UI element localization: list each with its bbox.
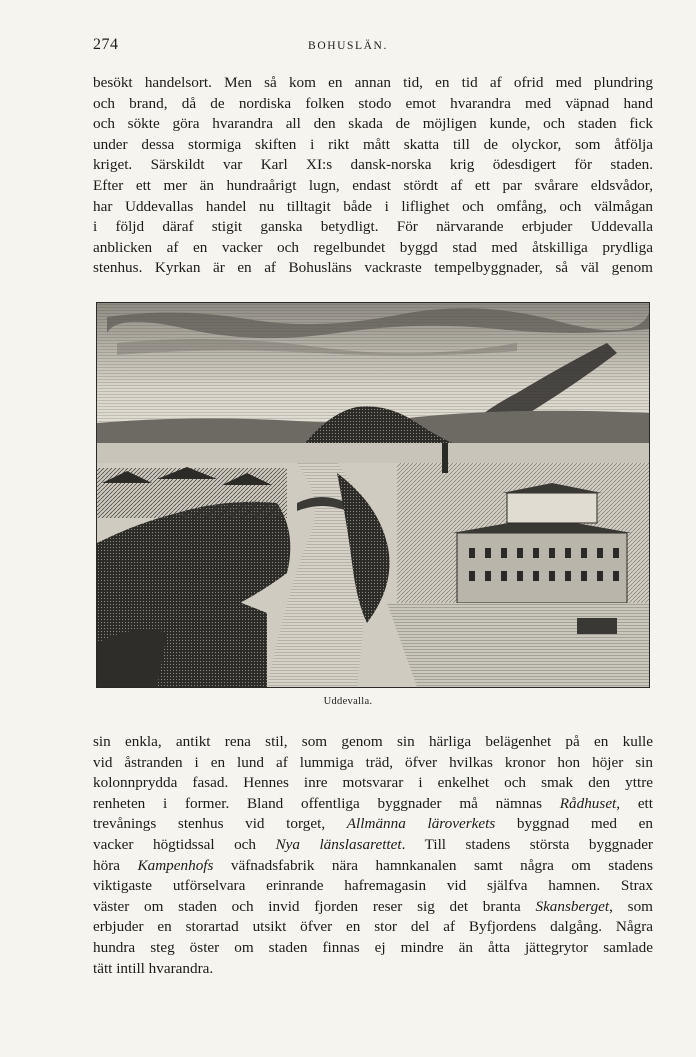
top-paragraph <box>93 73 653 279</box>
text-line: tätt intill hvarandra. <box>93 959 214 977</box>
text-run: , ett <box>616 794 653 812</box>
text-run: renheten i former. Bland offentliga byggnader må nämnas <box>93 794 560 812</box>
text-line: stenhus. Kyrkan är en af Bohusläns vackraste tempelbyggnader, så väl genom <box>93 259 653 277</box>
text-line <box>93 794 653 815</box>
text-line: viktigaste utförselvara erinrande hafremagasin vid själfva hamnen. Strax <box>93 877 653 895</box>
text-line: under dessa stormiga skiften i rikt mått skatta till de olyckor, som åtfölja <box>93 135 653 153</box>
text-line: besökt handelsort. Men så kom en annan tid, en tid af ofrid med plundring <box>93 74 653 91</box>
text-run: . Till stadens största byggnader <box>401 835 653 853</box>
text-run: väster om staden och invid fjorden reser sig det branta <box>93 897 536 915</box>
text-line: kriget. Särskildt var Karl XI:s dansk-norska krig ödesdigert för staden. <box>93 156 653 174</box>
skansberget-name: Skansberget <box>535 897 610 915</box>
figure-caption: Uddevalla. <box>323 696 373 707</box>
uddevalla-engraving <box>96 302 650 688</box>
text-run: , som <box>609 897 653 915</box>
text-run: höra <box>93 856 138 874</box>
text-run: byggnad med en <box>495 815 653 833</box>
page-number: 274 <box>93 36 119 53</box>
text-line: anblicken af en vacker och regelbundet byggd stad med åtskilliga prydliga <box>93 238 653 256</box>
text-line: har Uddevallas handel nu tilltagit både i liflighet och omfång, och välmågan <box>93 197 653 215</box>
text-run: trevånings stenhus vid torget, <box>93 815 347 833</box>
text-line: och sökte göra hvarandra all den skada de möjligen kunde, och staden fick <box>93 115 653 133</box>
text-line: kolonnprydda fasad. Hennes inre motsvarar i enkelhet och smak den yttre <box>93 774 653 792</box>
bottom-paragraph <box>93 732 653 979</box>
laroverket-name: Allmänna läroverkets <box>346 815 496 833</box>
text-line: erbjuder en storartad utsikt öfver en stor del af Byfjordens dalgång. Några <box>93 918 653 936</box>
text-line: vid åstranden i en lund af lummiga träd, öfver hvilkas kronor hon höjer sin <box>93 753 653 771</box>
radhuset-name: Rådhuset <box>559 794 617 812</box>
text-line <box>93 856 653 877</box>
lanslasarettet-name: Nya länslasarettet <box>275 835 402 853</box>
engraving-illustration <box>97 303 649 687</box>
text-line: hundra steg öster om staden finnas ej mindre än åtta jättegrytor samlade <box>93 938 653 956</box>
text-line <box>93 835 653 856</box>
text-line <box>93 897 653 918</box>
running-head: BOHUSLÄN. <box>308 40 388 52</box>
text-run: väfnadsfabrik nära hamnkanalen samt några om stadens <box>213 856 653 874</box>
text-run: vacker högtidssal och <box>93 835 276 853</box>
text-line: sin enkla, antikt rena stil, som genom sin härliga belägenhet på en kulle <box>93 733 653 750</box>
text-line <box>93 814 653 835</box>
kampenhof-name: Kampenhofs <box>137 856 214 874</box>
text-line: i följd däraf stigit ganska betydligt. För närvarande erbjuder Uddevalla <box>93 218 653 236</box>
text-line: Efter ett mer än hundraårigt lugn, endast stördt af ett par svårare eldsvådor, <box>93 176 653 194</box>
text-line: och brand, då de nordiska folken stodo emot hvarandra med väpnad hand <box>93 94 653 112</box>
